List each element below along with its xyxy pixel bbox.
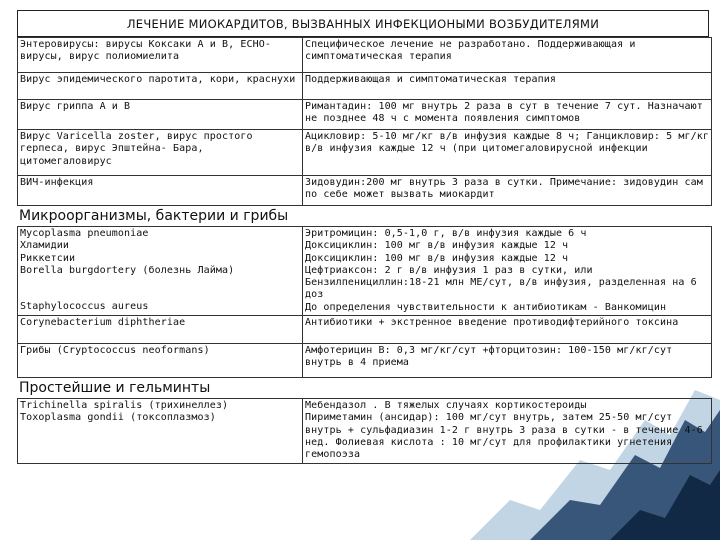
pathogen-cell: ВИЧ-инфекция (18, 176, 303, 206)
treatment-text: Пириметамин (ансидар): 100 мг/сут внутрь, затем 25-50 мг/сут внутрь + сульфадиазин 1-2 г внутрь 3 раза в сутки - в течение 4-6 нед. Фолиевая кислота : 10 мг/сут для профилактики угнетения гемопоэза (305, 412, 703, 461)
pathogen-name: Хламидии (20, 240, 69, 252)
pathogen-name: Toxoplasma gondii (токсоплазмоз) (20, 412, 216, 424)
pathogen-name: Риккетсии (20, 252, 76, 264)
pathogen-group-cell (18, 399, 303, 463)
treatment-cell: Амфотерицин В: 0,3 мг/кг/сут +фторцитозин: 100-150 мг/кг/сут внутрь в 4 приема (303, 344, 712, 378)
table-row (18, 73, 712, 100)
treatment-text: Цефтриаксон: 2 г в/в инфузия 1 раз в сутки, или Бензилпенициллин:18-21 млн МЕ/сут, в/в инфузия, разделенная на 6 доз (305, 264, 697, 301)
pathogen-cell: Энтеровирусы: вирусы Коксаки А и В, ЕСНО-вирусы, вирус полиомиелита (18, 38, 303, 73)
pathogen-cell: Вирус Varicella zoster, вирус простого герпеса, вирус Эпштейна- Бара, цитомегаловирус (18, 130, 303, 176)
treatment-cell: Зидовудин:200 мг внутрь 3 раза в сутки. Примечание: зидовудин сам по себе может вызвать миокардит (303, 176, 712, 206)
pathogen-cell: Corynebacterium diphtheriae (18, 316, 303, 344)
document (17, 10, 709, 464)
treatment-text: Доксициклин: 100 мг в/в инфузия каждые 12 ч (305, 240, 569, 252)
treatment-cell: Специфическое лечение не разработано. Поддерживающая и симптоматическая терапия (303, 38, 712, 73)
treatment-text: Доксициклин: 100 мг в/в инфузия каждые 12 ч (305, 252, 569, 264)
section-heading-bacteria: Микроорганизмы, бактерии и грибы (19, 208, 289, 224)
treatment-group-cell (303, 227, 712, 316)
treatment-text: Эритромицин: 0,5-1,0 г, в/в инфузия каждые 6 ч (305, 228, 587, 239)
treatment-text: Мебендазол . В тяжелых случаях кортикостероиды (305, 400, 587, 412)
treatment-text: До определения чувствительности к антибиотикам - Ванкомицин (305, 301, 667, 313)
bacteria-table (17, 226, 712, 378)
pathogen-name: Borella burgdortery (болезнь Лайма) (20, 264, 235, 276)
pathogen-name: Staphylococcus aureus (20, 301, 149, 313)
page-title: ЛЕЧЕНИЕ МИОКАРДИТОВ, ВЫЗВАННЫХ ИНФЕКЦИОНЫМИ ВОЗБУДИТЕЛЯМИ (17, 10, 709, 37)
pathogen-name: Mycoplasma pneumoniae (20, 228, 149, 239)
treatment-cell: Римантадин: 100 мг внутрь 2 раза в сут в течение 7 сут. Назначают не позднее 48 ч с момента появления симптомов (303, 100, 712, 130)
table-row (18, 316, 712, 344)
treatment-group-cell (303, 399, 712, 463)
section-heading-protozoa: Простейшие и гельминты (19, 380, 211, 397)
table-row (18, 130, 712, 176)
table-row (18, 100, 712, 130)
pathogen-cell: Вирус эпидемического паротита, кори, краснухи (18, 73, 303, 100)
table-row (18, 227, 712, 316)
treatment-cell: Поддерживающая и симптоматическая терапия (303, 73, 712, 100)
virus-table (17, 37, 712, 206)
table-row (18, 176, 712, 206)
table-row (18, 399, 712, 463)
pathogen-group-cell (18, 227, 303, 316)
pathogen-cell: Грибы (Cryptococcus neoformans) (18, 344, 303, 378)
table-row (18, 344, 712, 378)
protozoa-table (17, 398, 712, 463)
pathogen-name: Trichinella spiralis (трихинеллез) (20, 400, 229, 412)
pathogen-cell: Вирус гриппа А и В (18, 100, 303, 130)
table-row (18, 38, 712, 73)
treatment-cell: Ацикловир: 5-10 мг/кг в/в инфузия каждые 8 ч; Ганцикловир: 5 мг/кг в/в инфузия каждые 12 ч (при цитомегаловирусной инфекции (303, 130, 712, 176)
treatment-cell: Антибиотики + экстренное введение противодифтерийного токсина (303, 316, 712, 344)
